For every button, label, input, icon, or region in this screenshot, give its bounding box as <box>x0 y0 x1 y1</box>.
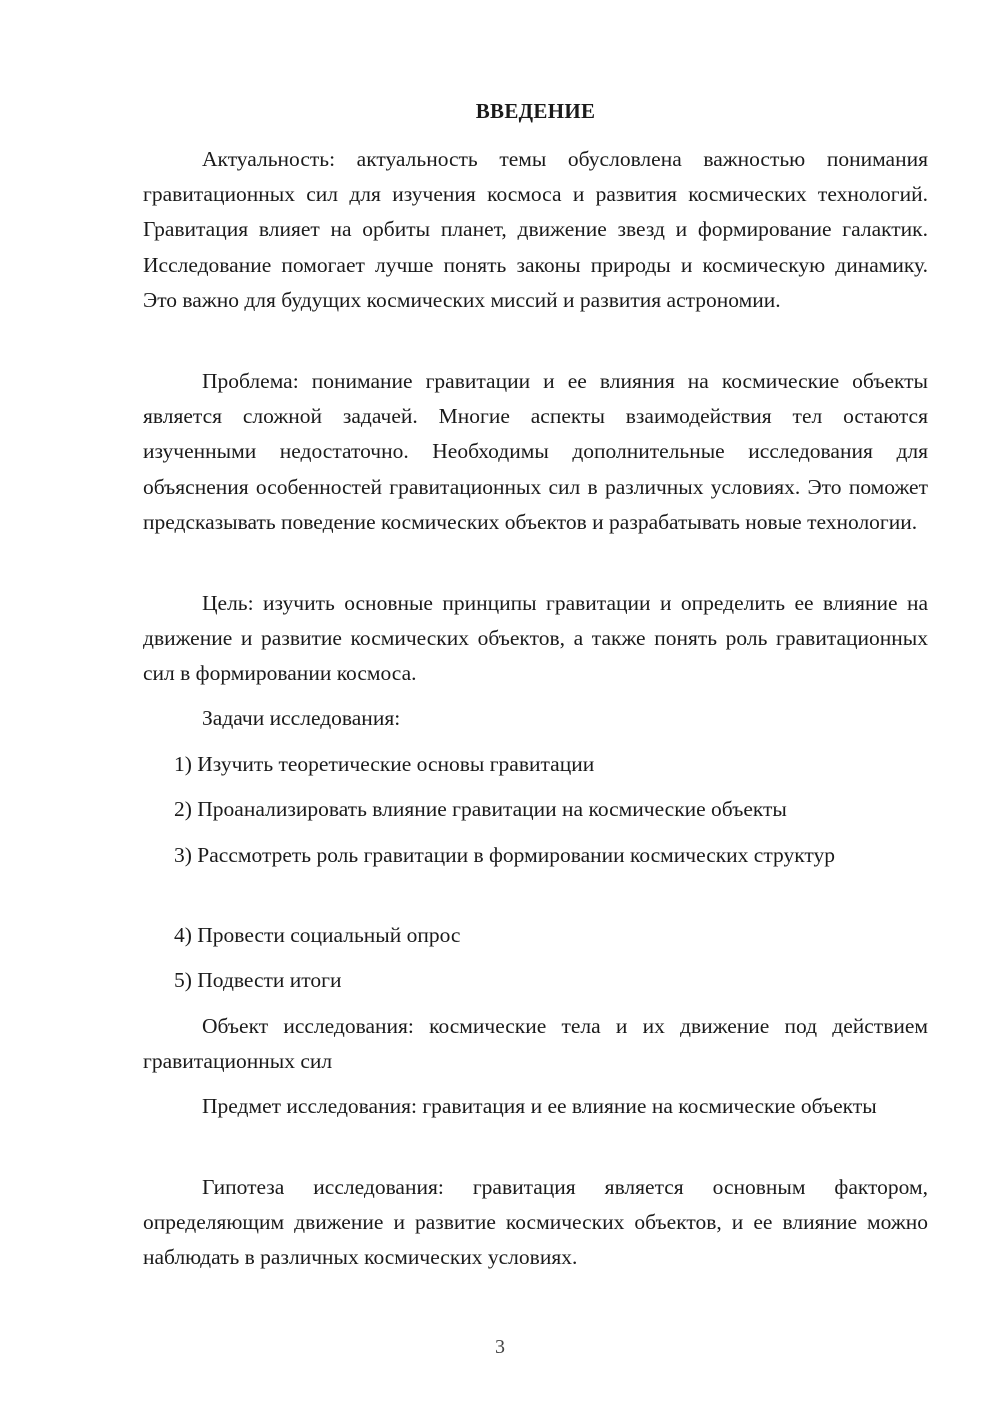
paragraph-relevance: Актуальность: актуальность темы обусловлена важностью понимания гравитационных сил для изучения космоса и развития космических технологий. Гравитация влияет на орбиты планет, движение звезд и формирование галактик. Исследование помогает лучше понять законы природы и космическую динамику. Это важно для будущих космических миссий и развития астрономии. <box>143 147 928 312</box>
paragraph-object: Объект исследования: космические тела и их движение под действием гравитационных сил <box>143 1014 928 1074</box>
task-item-3: 3) Рассмотреть роль гравитации в формировании космических структур <box>174 843 835 867</box>
task-item-2: 2) Проанализировать влияние гравитации на космические объекты <box>174 797 787 821</box>
paragraph-problem: Проблема: понимание гравитации и ее влияния на космические объекты является сложной задачей. Многие аспекты взаимодействия тел остаются изученными недостаточно. Необходимы дополнительные исследования для объяснения особенностей гравитационных сил в различных условиях. Это поможет предсказывать поведение космических объектов и разрабатывать новые технологии. <box>143 369 928 534</box>
page-number: 3 <box>495 1336 505 1358</box>
task-item-1: 1) Изучить теоретические основы гравитации <box>174 752 595 776</box>
paragraph-subject: Предмет исследования: гравитация и ее влияние на космические объекты <box>202 1094 877 1118</box>
tasks-heading: Задачи исследования: <box>202 706 401 730</box>
paragraph-goal: Цель: изучить основные принципы гравитации и определить ее влияние на движение и развитие космических объектов, а также понять роль гравитационных сил в формировании космоса. <box>143 591 928 686</box>
paragraph-hypothesis: Гипотеза исследования: гравитация является основным фактором, определяющим движение и развитие космических объектов, и ее влияние можно наблюдать в различных космических условиях. <box>143 1175 928 1270</box>
task-item-4: 4) Провести социальный опрос <box>174 923 461 947</box>
section-title: ВВЕДЕНИЕ <box>475 99 596 123</box>
task-item-5: 5) Подвести итоги <box>174 968 342 992</box>
